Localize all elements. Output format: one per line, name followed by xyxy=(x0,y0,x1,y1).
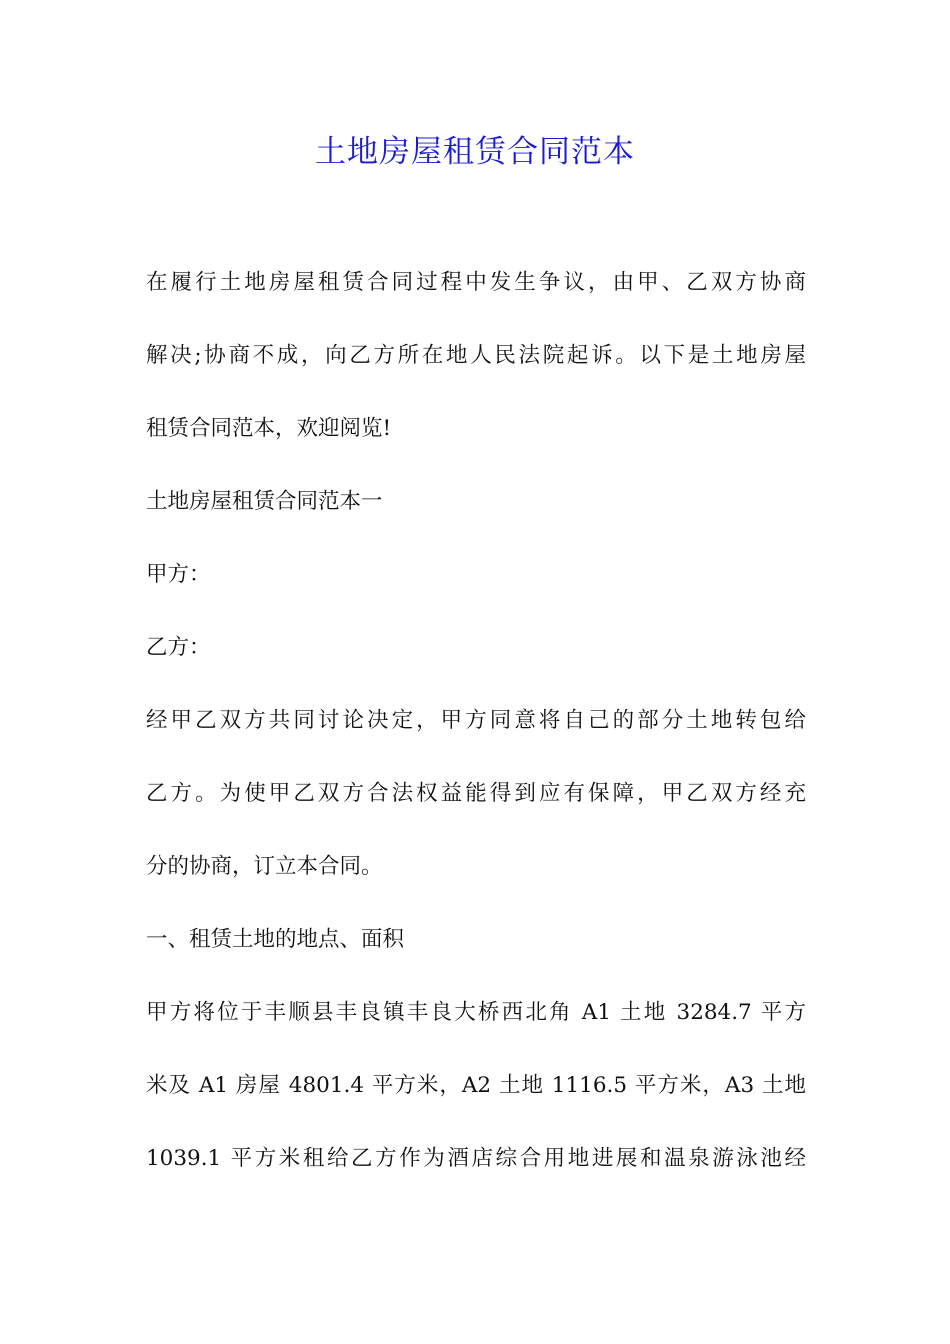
text-line: 解决;协商不成，向乙方所在地人民法院起诉。以下是土地房屋 xyxy=(146,343,806,368)
text-line: 租赁合同范本，欢迎阅览! xyxy=(146,416,392,441)
text-line: 分的协商，订立本合同。 xyxy=(146,854,383,879)
text-line: 乙方。为使甲乙双方合法权益能得到应有保障，甲乙双方经充 xyxy=(146,781,806,806)
text-line: 在履行土地房屋租赁合同过程中发生争议，由甲、乙双方协商 xyxy=(146,270,806,295)
text-line: 经甲乙双方共同讨论决定，甲方同意将自己的部分土地转包给 xyxy=(146,708,806,733)
document-body xyxy=(146,260,806,1209)
party-b-label: 乙方： xyxy=(146,635,211,660)
text-line: 米及 A1 房屋 4801.4 平方米，A2 土地 1116.5 平方米，A3 土地 xyxy=(146,1073,806,1098)
document-title: 土地房屋租赁合同范本 xyxy=(315,134,635,170)
body-lines xyxy=(146,260,806,1209)
clause-heading: 一、租赁土地的地点、面积 xyxy=(146,927,405,952)
text-line: 1039.1 平方米租给乙方作为酒店综合用地进展和温泉游泳池经 xyxy=(146,1146,806,1171)
party-a-label: 甲方： xyxy=(146,562,211,587)
section-heading: 土地房屋租赁合同范本一 xyxy=(146,489,383,514)
text-line: 甲方将位于丰顺县丰良镇丰良大桥西北角 A1 土地 3284.7 平方 xyxy=(146,1000,806,1025)
